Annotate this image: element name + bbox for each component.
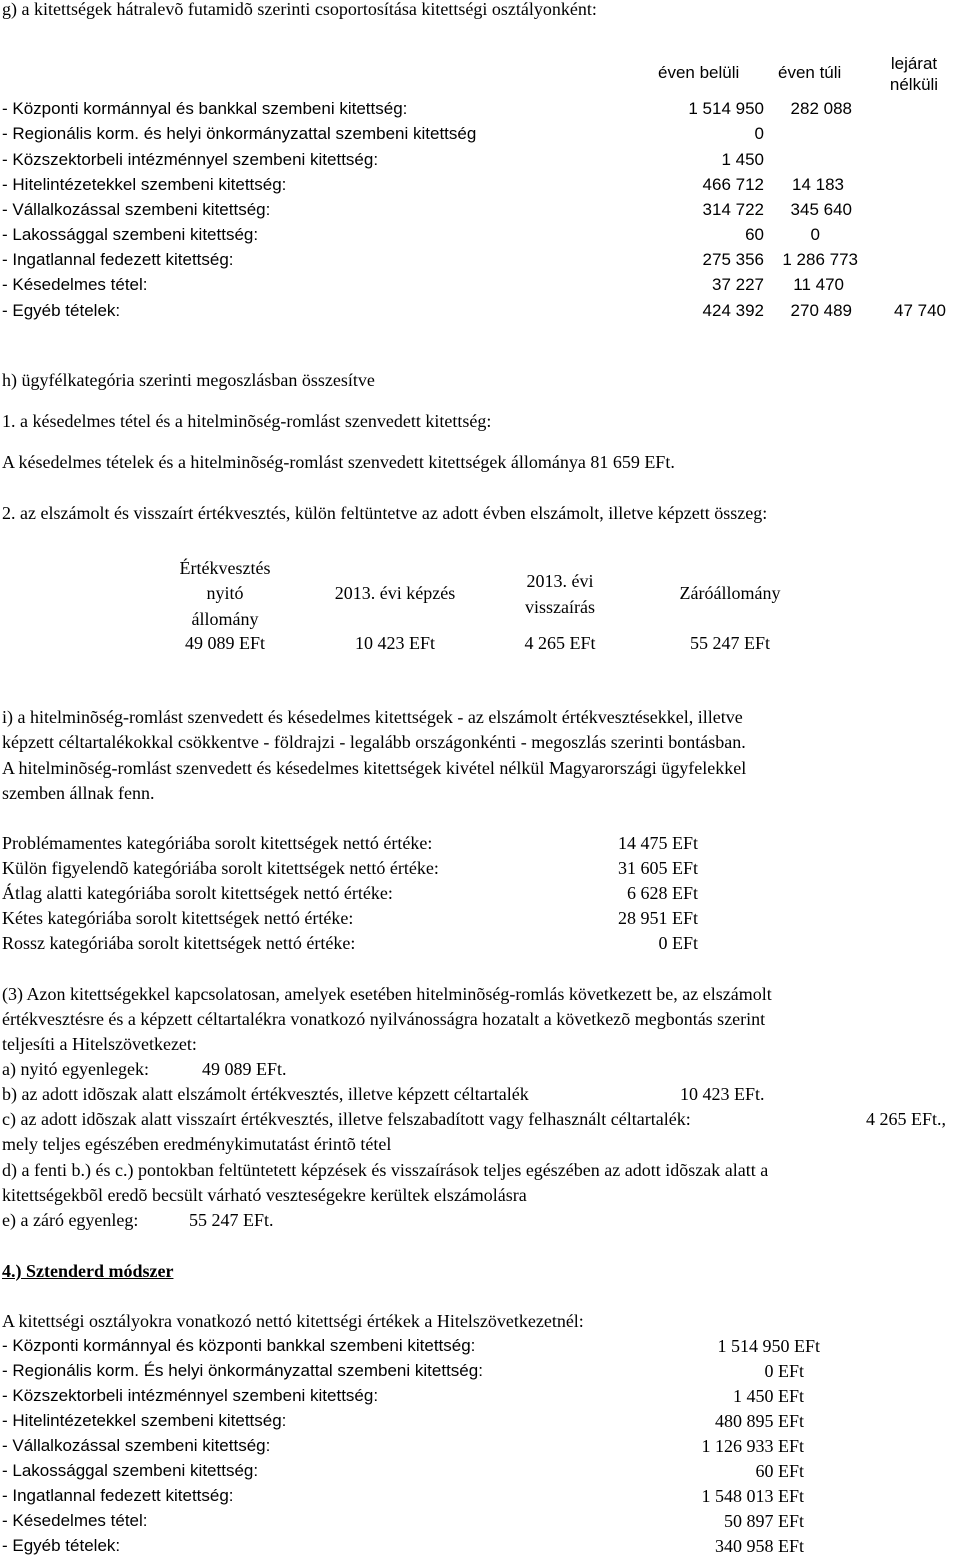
list-item-value: 1 126 933 EFt xyxy=(701,1436,804,1456)
category-value: 14 475 EFt xyxy=(617,833,698,853)
table-cell-beyond: 0 xyxy=(810,225,820,244)
impairment-value-opening: 49 089 EFt xyxy=(184,633,265,653)
table-cell-beyond: 345 640 xyxy=(790,200,852,219)
list-item-value: 1 514 950 EFt xyxy=(717,1336,820,1356)
impairment-value-closing: 55 247 EFt xyxy=(689,633,770,653)
impairment-header-opening-3: állomány xyxy=(191,609,259,629)
category-value: 31 605 EFt xyxy=(617,858,698,878)
col-header-within-year: éven belüli xyxy=(658,63,740,82)
section-h-item1: 1. a késedelmes tétel és a hitelminõség-romlást szenvedett kitettség: xyxy=(2,411,492,431)
recognized-impairment-label: b) az adott idõszak alatt elszámolt értékvesztés, illetve képzett céltartalék xyxy=(2,1084,529,1104)
col-header-no-maturity-2: nélküli xyxy=(889,75,939,94)
col-header-beyond-year: éven túli xyxy=(778,63,842,82)
impairment-header-formation: 2013. évi képzés xyxy=(334,583,456,603)
section-3-line: (3) Azon kitettségekkel kapcsolatosan, amelyek esetében hitelminõség-romlás következett be, az elszámolt xyxy=(2,984,772,1004)
section-3-d-line: d) a fenti b.) és c.) pontokban feltüntetett képzések és visszaírások teljes egészében az adott idõszak alatt a xyxy=(2,1160,769,1180)
list-item-label: - Közszektorbeli intézménnyel szembeni kitettség: xyxy=(2,1386,379,1405)
section-h-heading: h) ügyfélkategória szerinti megoszlásban összesítve xyxy=(2,370,375,390)
list-item-label: - Vállalkozással szembeni kitettség: xyxy=(2,1436,271,1455)
list-item-label: - Regionális korm. És helyi önkormányzattal szembeni kitettség: xyxy=(2,1361,483,1380)
table-cell-within: 1 450 xyxy=(721,150,764,169)
list-item-value: 0 EFt xyxy=(764,1361,804,1381)
section-3-line: értékvesztésre és a képzett céltartalékra vonatkozó nyilvánosságra hozatalt a következõ megbontás szerint xyxy=(2,1009,766,1029)
category-value: 6 628 EFt xyxy=(626,883,698,903)
list-item-value: 340 958 EFt xyxy=(714,1536,804,1556)
impairment-header-opening-2: nyitó xyxy=(206,583,244,603)
table-cell-within: 466 712 xyxy=(702,175,764,194)
list-item-value: 60 EFt xyxy=(755,1461,804,1481)
table-cell-within: 1 514 950 xyxy=(688,99,764,118)
table-cell-within: 37 227 xyxy=(712,275,764,294)
section-3-line: teljesíti a Hitelszövetkezet: xyxy=(2,1034,197,1054)
table-row-label: - Egyéb tételek: xyxy=(2,301,121,320)
table-cell-within: 314 722 xyxy=(702,200,764,219)
category-value: 0 EFt xyxy=(658,933,698,953)
section-h-item2: 2. az elszámolt és visszaírt értékvesztés, külön feltüntetve az adott évben elszámolt, illetve képzett összeg: xyxy=(2,503,768,523)
table-row-label: - Ingatlannal fedezett kitettség: xyxy=(2,250,234,269)
table-cell-no-maturity: 47 740 xyxy=(894,301,946,320)
table-row-label: - Lakossággal szembeni kitettség: xyxy=(2,225,259,244)
list-item-label: - Lakossággal szembeni kitettség: xyxy=(2,1461,259,1480)
col-header-no-maturity-1: lejárat xyxy=(890,54,938,73)
section-3-d-line: kitettségekbõl eredõ becsült várható veszteségekre kerültek elszámolásra xyxy=(2,1185,527,1205)
list-item-label: - Késedelmes tétel: xyxy=(2,1511,148,1530)
closing-balance-label: e) a záró egyenleg: xyxy=(2,1210,139,1230)
list-item-label: - Egyéb tételek: xyxy=(2,1536,121,1555)
table-cell-within: 424 392 xyxy=(702,301,764,320)
opening-balance-value: 49 089 EFt. xyxy=(202,1059,287,1079)
table-row-label: - Késedelmes tétel: xyxy=(2,275,148,294)
list-item-value: 50 897 EFt xyxy=(723,1511,804,1531)
table-cell-beyond: 1 286 773 xyxy=(782,250,858,269)
table-cell-beyond: 11 470 xyxy=(793,275,844,294)
category-label: Rossz kategóriába sorolt kitettségek nettó értéke: xyxy=(2,933,356,953)
list-item-value: 1 548 013 EFt xyxy=(701,1486,804,1506)
list-item-label: - Központi kormánnyal és központi bankkal szembeni kitettség: xyxy=(2,1336,476,1355)
section-i-line: szemben állnak fenn. xyxy=(2,783,155,803)
opening-balance-label: a) nyitó egyenlegek: xyxy=(2,1059,149,1079)
table-cell-beyond: 270 489 xyxy=(790,301,852,320)
table-cell-within: 275 356 xyxy=(702,250,764,269)
table-row-label: - Regionális korm. és helyi önkormányzattal szembeni kitettség xyxy=(2,124,477,143)
category-value: 28 951 EFt xyxy=(617,908,698,928)
impairment-header-opening-1: Értékvesztés xyxy=(179,558,271,578)
category-label: Kétes kategóriába sorolt kitettségek nettó értéke: xyxy=(2,908,354,928)
impairment-header-closing: Záróállomány xyxy=(679,583,781,603)
impairment-value-formation: 10 423 EFt xyxy=(354,633,435,653)
reversed-impairment-note: mely teljes egészében eredménykimutatást érintõ tétel xyxy=(2,1134,392,1154)
impairment-value-reversal: 4 265 EFt xyxy=(524,633,596,653)
reversed-impairment-value: 4 265 EFt., xyxy=(866,1109,947,1129)
list-item-value: 1 450 EFt xyxy=(732,1386,804,1406)
section-h-item1-text: A késedelmes tételek és a hitelminõség-romlást szenvedett kitettségek állománya 81 659 EFt. xyxy=(2,452,675,472)
table-cell-within: 60 xyxy=(745,225,764,244)
section-i-line: képzett céltartalékokkal csökkentve - földrajzi - legalább országonkénti - megoszlás szerinti bontásban. xyxy=(2,732,746,752)
table-row-label: - Vállalkozással szembeni kitettség: xyxy=(2,200,271,219)
list-item-label: - Ingatlannal fedezett kitettség: xyxy=(2,1486,234,1505)
recognized-impairment-value: 10 423 EFt. xyxy=(680,1084,765,1104)
table-cell-beyond: 282 088 xyxy=(790,99,852,118)
section-4-title: 4.) Sztenderd módszer xyxy=(2,1261,174,1281)
section-g-heading: g) a kitettségek hátralevõ futamidõ szerinti csoportosítása kitettségi osztályonként: xyxy=(2,0,597,19)
list-item-value: 480 895 EFt xyxy=(714,1411,804,1431)
table-row-label: - Központi kormánnyal és bankkal szembeni kitettség: xyxy=(2,99,408,118)
section-4-intro: A kitettségi osztályokra vonatkozó nettó kitettségi értékek a Hitelszövetkezetnél: xyxy=(2,1311,584,1331)
table-row-label: - Hitelintézetekkel szembeni kitettség: xyxy=(2,175,287,194)
category-label: Külön figyelendõ kategóriába sorolt kitettségek nettó értéke: xyxy=(2,858,439,878)
category-label: Problémamentes kategóriába sorolt kitettségek nettó értéke: xyxy=(2,833,433,853)
section-i-line: A hitelminõség-romlást szenvedett és késedelmes kitettségek kivétel nélkül Magyarországi ügyfelekkel xyxy=(2,758,747,778)
category-label: Átlag alatti kategóriába sorolt kitettségek nettó értéke: xyxy=(2,883,393,903)
section-i-line: i) a hitelminõség-romlást szenvedett és késedelmes kitettségek - az elszámolt értékvesztésekkel, illetve xyxy=(2,707,743,727)
impairment-header-reversal-1: 2013. évi xyxy=(526,571,594,591)
reversed-impairment-label: c) az adott idõszak alatt visszaírt értékvesztés, illetve felszabadított vagy felhasznált céltartalék: xyxy=(2,1109,691,1129)
table-cell-within: 0 xyxy=(754,124,764,143)
table-cell-beyond: 14 183 xyxy=(792,175,844,194)
closing-balance-value: 55 247 EFt. xyxy=(189,1210,274,1230)
impairment-header-reversal-2: visszaírás xyxy=(525,597,595,617)
list-item-label: - Hitelintézetekkel szembeni kitettség: xyxy=(2,1411,287,1430)
table-row-label: - Közszektorbeli intézménnyel szembeni kitettség: xyxy=(2,150,379,169)
